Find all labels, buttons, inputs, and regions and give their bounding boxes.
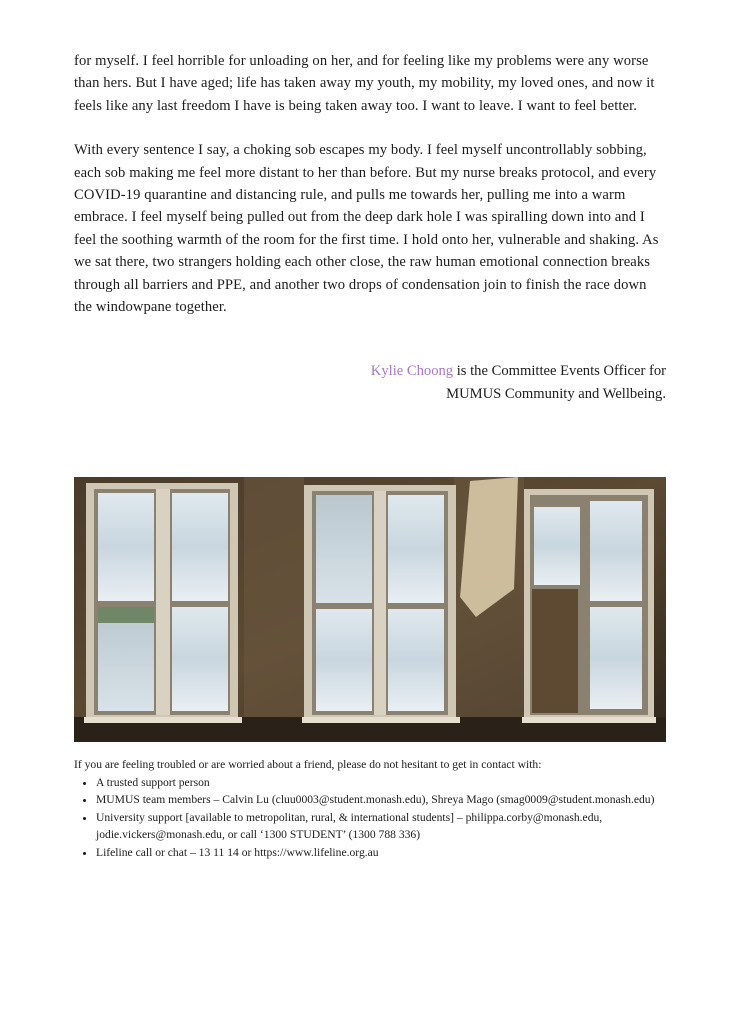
author-role: is the Committee Events Officer for — [453, 363, 666, 380]
old-windows-photo — [74, 477, 666, 742]
author-bio-line-2: MUMUS Community and Wellbeing. — [446, 385, 666, 402]
support-item-trusted-person: • A trusted support person — [96, 774, 686, 792]
article-body — [74, 50, 666, 405]
old-windows-illustration — [74, 477, 666, 742]
author-bio-line-1 — [74, 360, 666, 382]
article-paragraph-2: With every sentence I say, a choking sob escapes my body. I feel myself uncontrollably sobbing, each sob making me feel more distant to her than before. But my nurse breaks protocol, and every COVID-19 quarantine and distancing rule, and pulls me towards her, pulling me into a warm embrace. I feel myself being pulled out from the deep dark hole I was spiralling down into and I feel the soothing warmth of the room for the first time. I hold onto her, vulnerable and shaking. As we sat there, two strangers holding each other close, the raw human emotional connection breaks through all barriers and PPE, and another two drops of condensation join to finish the race down the windowpane together. — [74, 142, 659, 316]
author-name: Kylie Choong — [370, 363, 454, 380]
support-list — [74, 774, 686, 862]
article-paragraph-1: for myself. I feel horrible for unloading on her, and for feeling like my problems were any worse than hers. But I have aged; life has taken away my youth, my mobility, my loved ones, and now it feels like any last freedom I have is being taken away too. I want to leave. I want to feel better. — [74, 53, 655, 114]
support-intro: If you are feeling troubled or are worried about a friend, please do not hesitant to get in contact with: — [74, 758, 542, 771]
author-bio — [74, 360, 666, 405]
support-item-mumus-team: • MUMUS team members – Calvin Lu (cluu0003@student.monash.edu), Shreya Mago (smag0009@student.monash.edu) — [96, 791, 686, 809]
support-section — [74, 756, 686, 862]
support-item-lifeline: • Lifeline call or chat – 13 11 14 or https://www.lifeline.org.au — [96, 844, 686, 862]
support-item-university: • University support [available to metropolitan, rural, & international students] – philippa.corby@monash.edu, jodie.vickers@monash.edu, or call ‘1300 STUDENT’ (1300 788 336) — [96, 809, 686, 844]
